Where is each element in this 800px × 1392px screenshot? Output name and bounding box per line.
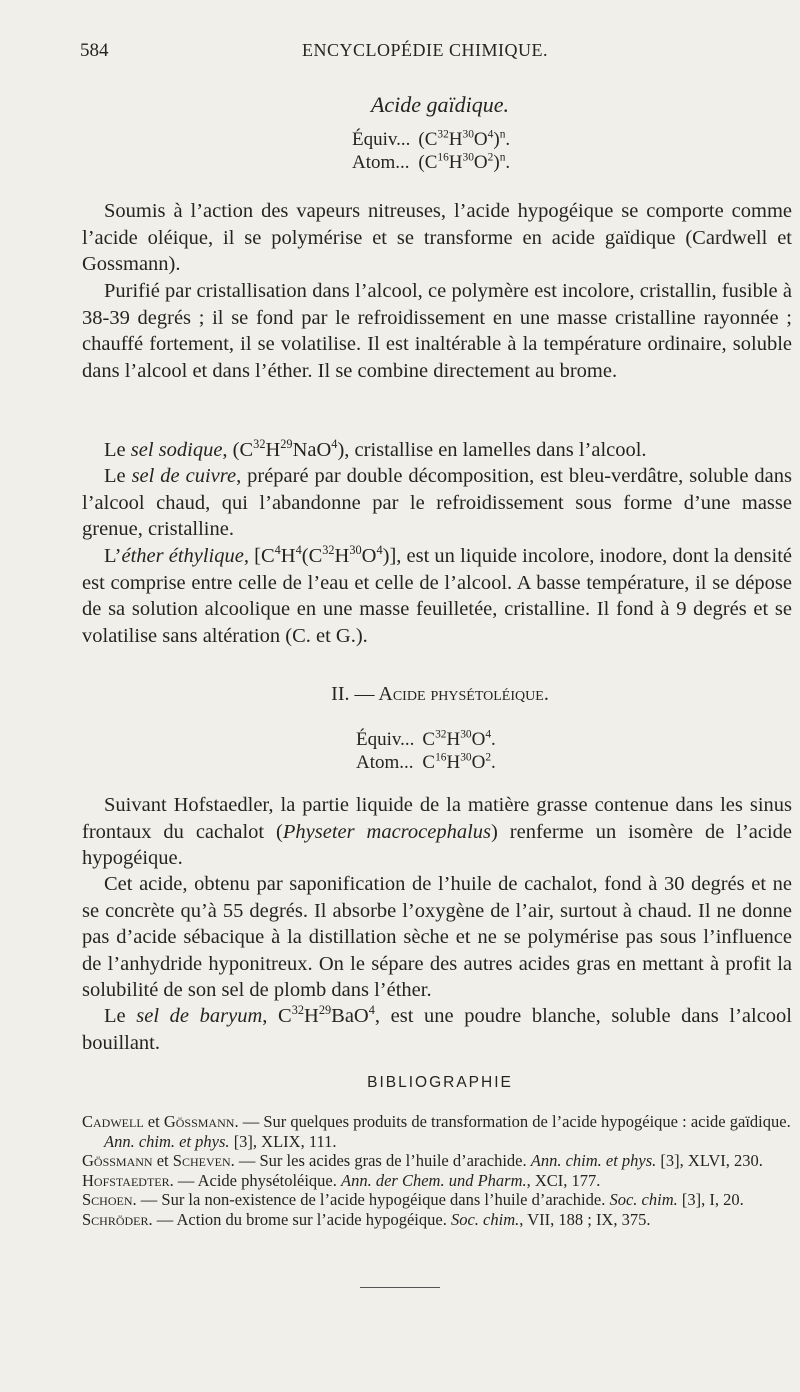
formula-block-physetoleique bbox=[356, 728, 504, 774]
running-title: ENCYCLOPÉDIE CHIMIQUE. bbox=[302, 40, 548, 60]
bibliography-entry: Schoen. — Sur la non-existence de l’acide hypogéique dans l’huile d’arachide. Soc. chim. [3], I, 20. bbox=[82, 1190, 744, 1209]
paragraph: Le sel de cuivre, préparé par double décomposition, est bleu-verdâtre, soluble dans l’alcool chaud, qui l’abandonne par le refroidissement sous forme d’une masse grenue, cristalline. bbox=[82, 465, 792, 540]
section-title-acide-physetoleique: II. — Acide physétoléique. bbox=[331, 683, 549, 705]
bibliography-list bbox=[82, 1112, 792, 1229]
atom-formula: $(C^{16}H^{30}O^2)^n$. bbox=[418, 151, 511, 173]
equiv-formula: $(C^{32}H^{30}O^4)^n$. bbox=[418, 128, 511, 150]
paragraph: Cet acide, obtenu par saponification de l’huile de cachalot, fond à 30 degrés et ne se concrète qu’à 55 degrés. Il absorbe l’oxygène de l’air, surtout à chaud. Il ne donne pas d’acide sébacique à la distillation sèche et ne se polymérise pas sous l’influence de l’anhydride hyponitreux. On le sépare des autres acides gras en mettant à profit la solubilité de son sel de plomb dans l’éther. bbox=[82, 873, 792, 1001]
paragraph: Le sel de baryum, $C^{32}H^{29}BaO^4$, est une poudre blanche, soluble dans l’alcool bouillant. bbox=[82, 1003, 792, 1054]
paragraph: L’éther éthylique, $[C^4H^4(C^{32}H^{30}O^4)]$, est un liquide incolore, inodore, dont la densité est comprise entre celle de l’eau et celle de l’alcool. A basse température, il se dépose de sa solution alcoolique en une masse feuilletée, cristalline. Il fond à 9 degrés et se volatilise sans altération (C. et G.). bbox=[82, 543, 792, 647]
paragraph: Purifié par cristallisation dans l’alcool, ce polymère est incolore, cristallin, fusible à 38-39 degrés ; il se fond par le refroidissement en une masse cristalline rayonnée ; chauffé fortement, il se volatilise. Il est inaltérable à la température ordinaire, soluble dans l’alcool et dans l’éther. Il se combine directement au brome. bbox=[82, 280, 792, 382]
atom-label: Atom... bbox=[352, 152, 410, 173]
equiv-formula: $C^{32}H^{30}O^4$. bbox=[422, 728, 496, 750]
section-title-acide-gaidique: Acide gaïdique. bbox=[370, 92, 510, 117]
paragraph: Suivant Hofstaedler, la partie liquide de la matière grasse contenue dans les sinus frontaux du cachalot (Physeter macrocephalus) renferme un isomère de l’acide hypogéique. bbox=[82, 794, 793, 869]
page-header bbox=[80, 40, 770, 66]
bibliography-entry: Cadwell et Gössmann. — Sur quelques produits de transformation de l’acide hypogéique : acide gaïdique. Ann. chim. et phys. [3], XLIX, 111. bbox=[82, 1112, 791, 1151]
bibliography-entry: Hofstaedter. — Acide physétoléique. Ann. der Chem. und Pharm., XCI, 177. bbox=[82, 1170, 601, 1190]
bibliography-heading: BIBLIOGRAPHIE bbox=[367, 1074, 513, 1091]
atom-label: Atom... bbox=[356, 752, 414, 773]
bibliography-entry: Schröder. — Action du brome sur l’acide hypogéique. Soc. chim., VII, 188 ; IX, 375. bbox=[82, 1209, 651, 1229]
paragraph: Soumis à l’action des vapeurs nitreuses, l’acide hypogéique se comporte comme l’acide oléique, il se polymérise et se transforme en acide gaïdique (Cardwell et Gossmann). bbox=[82, 200, 792, 275]
paragraph: Le sel sodique, $(C^{32}H^{29}NaO^4)$, cristallise en lamelles dans l’alcool. bbox=[104, 437, 647, 461]
bibliography-entry: Gössmann et Scheven. — Sur les acides gras de l’huile d’arachide. Ann. chim. et phys. [3], XLVI, 230. bbox=[82, 1151, 763, 1170]
formula-block-gaidique bbox=[352, 128, 518, 174]
end-rule bbox=[360, 1287, 440, 1288]
equiv-label: Équiv... bbox=[352, 129, 411, 150]
equiv-label: Équiv... bbox=[356, 729, 415, 750]
page-number: 584 bbox=[80, 40, 109, 61]
atom-formula: $C^{16}H^{30}O^2$. bbox=[422, 751, 496, 773]
